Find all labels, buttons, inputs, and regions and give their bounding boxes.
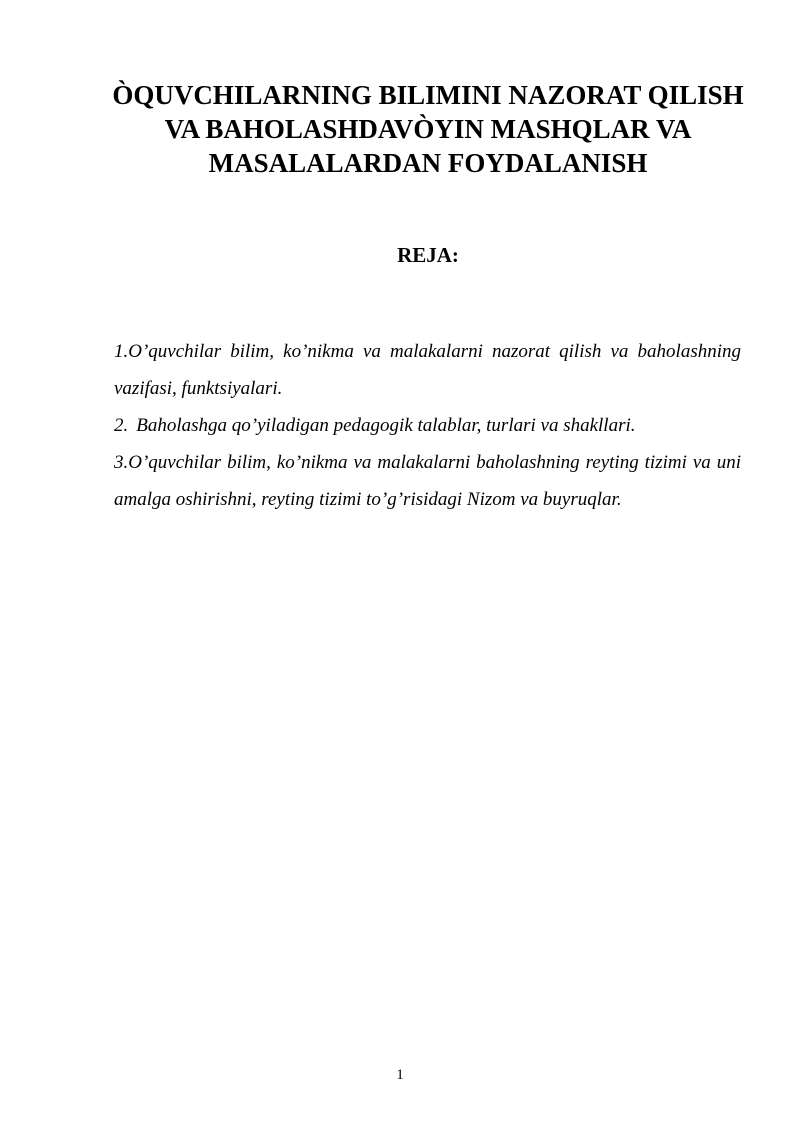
plan-list — [114, 333, 741, 518]
plan-item-number: 2. — [114, 415, 129, 436]
plan-item-text: O’quvchilar bilim, ko’nikma va malakalarni nazorat qilish va baholashning vazifasi, funktsiyalari. — [114, 341, 741, 399]
plan-heading: REJA: — [397, 243, 459, 267]
plan-item-text: O’quvchilar bilim, ko’nikma va malakalarni baholashning reyting tizimi va uni amalga oshirishni, reyting tizimi to’g’risidagi Nizom va buyruqlar. — [114, 452, 741, 510]
plan-item-3 — [114, 444, 741, 518]
plan-item-number: 3. — [114, 452, 129, 473]
page-number: 1 — [396, 1067, 404, 1083]
document-title: ÒQUVCHILARNING BILIMINI NAZORAT QILISH VA BAHOLASHDAVÒYIN MASHQLAR VA MASALALARDAN FOYDALANISH — [112, 80, 744, 178]
plan-item-2 — [114, 407, 741, 444]
plan-item-text: Baholashga qo’yiladigan pedagogik talablar, turlari va shakllari. — [136, 415, 636, 436]
plan-item-number: 1. — [114, 341, 129, 362]
plan-item-1 — [114, 333, 741, 407]
